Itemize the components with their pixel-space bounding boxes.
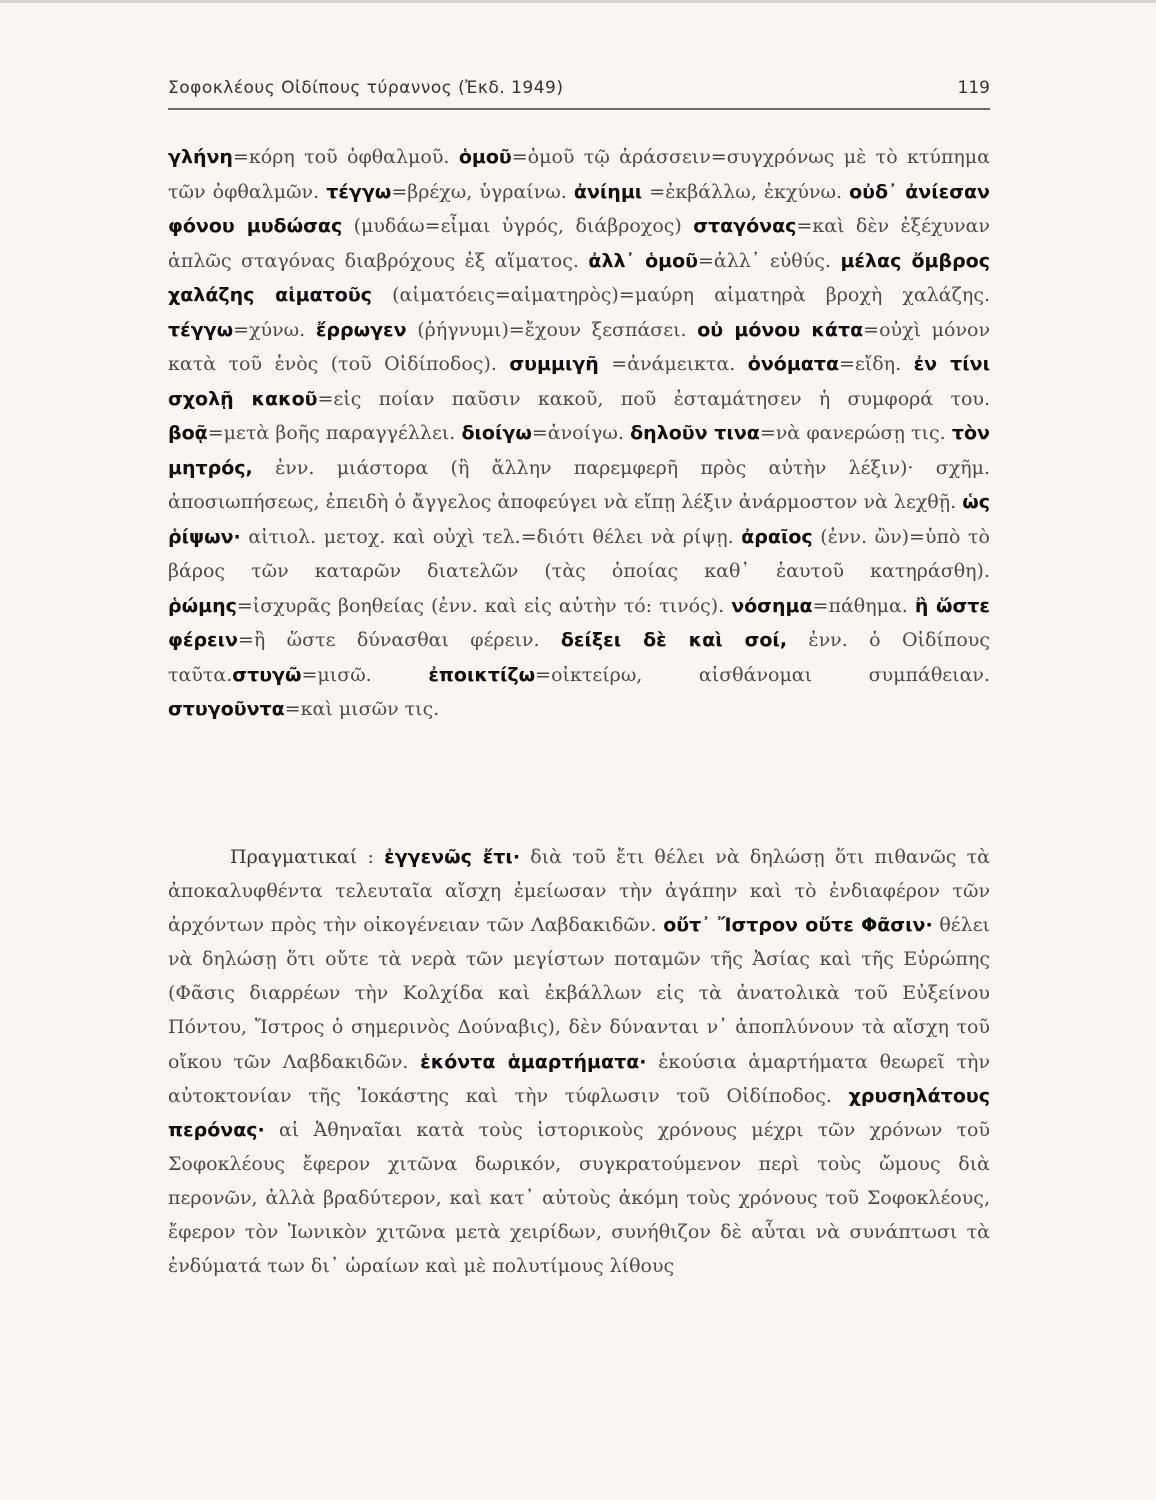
lemma-term: οὐ μόνου κάτα xyxy=(697,318,864,341)
gloss-text: =ἰσχυρᾶς βοηθείας (ἐνν. καὶ εἰς αὐτὴν τό: τινός). xyxy=(236,594,732,617)
lemma-term: ὁμοῦ xyxy=(458,146,512,168)
gloss-text: =μισῶ. xyxy=(301,663,429,686)
gloss-text: =ἢ ὥστε δύνασθαι φέρειν. xyxy=(237,629,561,651)
running-header-title: Σοφοκλέους Οἰδίπους τύραννος (Ἐκδ. 1949) xyxy=(168,78,564,98)
gloss-text: =ἀλλ᾽ εὐθύς. xyxy=(698,249,841,272)
gloss-text: =χύνω. xyxy=(233,318,316,341)
lemma-term: δείξει δὲ καὶ σοί, xyxy=(560,629,788,651)
running-header xyxy=(168,78,990,104)
gloss-text: =ἐκβάλλω, ἐκχύνω. xyxy=(642,180,850,203)
lemma-term: οὔτ᾽ Ἴστρον οὔτε Φᾶσιν· xyxy=(663,914,933,937)
gloss-text: ἑκούσια ἁμαρτήματα θεωρεῖ τὴν αὐτοκτονίαν τῆς Ἰοκάστης καὶ τὴν τύφλωσιν τοῦ Οἰδίποδος. xyxy=(168,1050,990,1107)
gloss-text: =ἀνάμεικτα. xyxy=(598,353,748,375)
lemma-term: ὀνόματα xyxy=(747,353,840,375)
lemma-term: ἀραῖος xyxy=(741,525,813,548)
lemma-term: σταγόνας xyxy=(693,215,797,237)
gloss-text: ἐνν. ὁ Οἰδίπους ταῦτα. xyxy=(168,629,990,686)
lemma-term: ἐποικτίζω xyxy=(428,663,536,686)
lemma-term: ὡς ῥίψων· xyxy=(168,491,990,548)
lemma-term: ἐγγενῶς ἔτι· xyxy=(384,846,521,868)
gloss-text: =καὶ μισῶν τις. xyxy=(284,698,440,720)
gloss-text: =οἰκτείρω, αἰσθάνομαι συμπάθειαν. xyxy=(535,663,990,686)
lemma-term: οὐδ᾽ ἀνίεσαν φόνου μυδώσας xyxy=(168,180,990,237)
lemma-term: συμμιγῆ xyxy=(509,353,599,375)
lemma-term: ἔρρωγεν xyxy=(315,318,407,341)
lemma-term: στυγοῦντα xyxy=(168,698,285,720)
gloss-text: =βρέχω, ὑγραίνω. xyxy=(391,180,574,203)
gloss-text: =ἀνοίγω. xyxy=(531,422,631,444)
glossary-paragraph xyxy=(168,140,990,727)
lemma-term: μέλας ὄμβρος χαλάζης αἱματοῦς xyxy=(168,249,990,306)
page-top-edge xyxy=(0,0,1156,3)
gloss-text: διὰ τοῦ ἔτι θέλει νὰ δηλώσῃ ὅτι πιθανῶς τὰ ἀποκαλυφθέντα τελευταῖα αἴσχη ἐμείωσαν τὴν ἀγάπην καὶ τὸ ἐνδιαφέρον τῶν ἀρχόντων πρὸς τὴν οἰκογένειαν τῶν Λαβδακιδῶν. xyxy=(168,846,990,937)
gloss-text: =νὰ φανερώσῃ τις. xyxy=(759,422,952,444)
page-number: 119 xyxy=(957,78,990,98)
gloss-text: (αἱματόεις=αἱματηρὸς)=μαύρη αἱματηρὰ βροχὴ χαλάζης. xyxy=(371,284,990,306)
gloss-text: =καὶ δὲν ἐξέχυναν ἁπλῶς σταγόνας διαβρόχους ἐξ αἵματος. xyxy=(168,215,990,272)
lemma-term: βοᾷ xyxy=(168,422,208,444)
gloss-text: ἐνν. μιάστορα (ἢ ἄλλην παρεμφερῆ πρὸς αὐτὴν λέξιν)· σχῆμ. ἀποσιωπήσεως, ἐπειδὴ ὁ ἄγγελος ἀποφεύγει νὰ εἴπῃ λέξιν ἀνάρμοστον νὰ λεχθῇ. xyxy=(168,456,990,513)
gloss-text: (μυδάω=εἶμαι ὑγρός, διάβροχος) xyxy=(342,215,694,237)
gloss-text: αἱ Ἀθηναῖαι κατὰ τοὺς ἱστορικοὺς χρόνους μέχρι τῶν χρόνων τοῦ Σοφοκλέους ἔφερον χιτῶνα δωρικόν, συγκρατούμενον περὶ τοὺς ὤμους διὰ περονῶν, ἀλλὰ βραδύτερον, καὶ κατ᾽ αὐτοὺς ἀκόμη τοὺς χρόνους τοῦ Σοφοκλέους, ἔφερον τὸν Ἰωνικὸν χιτῶνα μετὰ χειρίδων, συνήθιζον δὲ αὗται νὰ συνάπτωσι τὰ ἐνδύματά των δι᾽ ὡραίων καὶ μὲ πολυτίμους λίθους xyxy=(168,1118,990,1278)
lemma-term: γλήνη xyxy=(168,146,233,168)
gloss-text: =ὁμοῦ τῷ ἀράσσειν=συγχρόνως μὲ τὸ κτύπημα τῶν ὀφθαλμῶν. xyxy=(168,146,990,203)
gloss-text: =μετὰ βοῆς παραγγέλλει. xyxy=(207,422,462,444)
gloss-text: (ἐνν. ὢν)=ὑπὸ τὸ βάρος τῶν καταρῶν διατελῶν (τὰς ὁποίας καθ᾽ ἑαυτοῦ κατηράσθη). xyxy=(168,525,990,582)
lemma-term: ἀλλ᾽ ὁμοῦ xyxy=(588,249,699,272)
gloss-text: : xyxy=(357,846,385,868)
lemma-term: ἑκόντα ἁμαρτήματα· xyxy=(420,1050,647,1073)
lemma-term: νόσημα xyxy=(731,594,813,617)
gloss-text: =πάθημα. xyxy=(812,594,915,617)
gloss-text: αἰτιολ. μετοχ. καὶ οὐχὶ τελ.=διότι θέλει νὰ ρίψῃ. xyxy=(240,525,742,548)
gloss-text: =εἴδη. xyxy=(839,353,914,375)
lemma-term: χρυσηλάτους περόνας· xyxy=(168,1084,990,1141)
header-rule xyxy=(168,108,990,110)
gloss-text: =κόρη τοῦ ὀφθαλμοῦ. xyxy=(232,146,459,168)
commentary-paragraph xyxy=(168,840,990,1283)
lemma-term: ἀνίημι xyxy=(573,180,643,203)
lemma-term: ῥώμης xyxy=(168,594,237,617)
lemma-term: ἢ ὥστε φέρειν xyxy=(168,594,990,651)
lemma-term: διοίγω xyxy=(461,422,532,444)
lemma-term: τέγγω xyxy=(326,180,392,203)
gloss-text: θέλει νὰ δηλώσῃ ὅτι οὔτε τὰ νερὰ τῶν μεγίστων ποταμῶν τῆς Ἀσίας καὶ τῆς Εὐρώπης (Φᾶσις διαρρέων τὴν Κολχίδα καὶ ἐκβάλλων εἰς τὰ ἀνατολικὰ τοῦ Εὐξείνου Πόντου, Ἴστρος ὁ σημερινὸς Δούναβις), δὲν δύνανται ν᾽ ἀποπλύνουν τὰ αἴσχη τοῦ οἴκου τῶν Λαβδακιδῶν. xyxy=(168,914,990,1073)
lemma-term: δηλοῦν τινα xyxy=(630,422,760,444)
gloss-text: (ῥήγνυμι)=ἔχουν ξεσπάσει. xyxy=(406,318,698,341)
lemma-term: στυγῶ xyxy=(232,663,302,686)
gloss-text: =εἰς ποίαν παῦσιν κακοῦ, ποῦ ἐσταμάτησεν ἡ συμφορά του. xyxy=(317,387,990,410)
lemma-term: ἐν τίνι σχολῇ κακοῦ xyxy=(168,353,990,410)
section-label: Πραγματικαί xyxy=(230,846,358,868)
lemma-term: τέγγω xyxy=(168,318,234,341)
gloss-text: =οὐχὶ μόνον κατὰ τοῦ ἑνὸς (τοῦ Οἰδίποδος). xyxy=(168,318,990,375)
lemma-term: τὸν μητρός, xyxy=(168,422,990,479)
